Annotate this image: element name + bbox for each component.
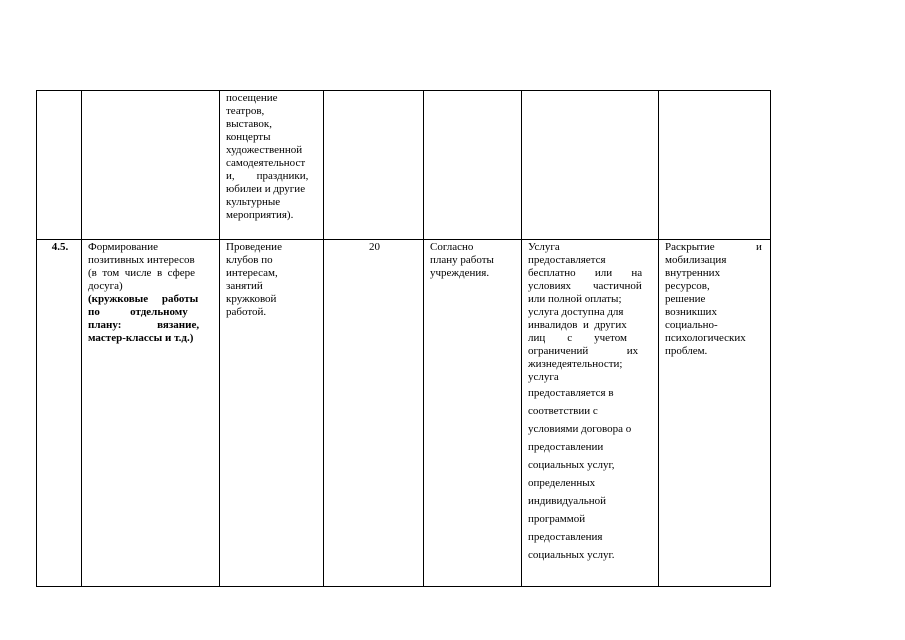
text-line: мероприятия). xyxy=(226,209,294,221)
cell-number: 4.5. xyxy=(37,240,82,587)
cell-conditions xyxy=(522,91,659,240)
text-line: жизнедеятельности; xyxy=(528,358,623,370)
content-lines xyxy=(226,241,319,319)
text-line: мастер-классы и т.д.) xyxy=(88,332,194,344)
cell-service-content xyxy=(220,240,324,587)
text-line: социальных услуг, xyxy=(528,459,615,471)
text-line: интересам, xyxy=(226,267,278,279)
text-line: юбилеи и другие xyxy=(226,183,306,195)
text-line: учреждения. xyxy=(430,267,490,279)
table-row xyxy=(37,240,771,587)
service-name-bold-lines xyxy=(88,293,215,345)
service-name-lines xyxy=(88,241,215,293)
text-line: предоставления xyxy=(528,531,603,543)
text-line: предоставлении xyxy=(528,441,604,453)
text-line: индивидуальной xyxy=(528,495,607,507)
text-line: Согласно xyxy=(430,241,474,253)
text-line: мобилизация xyxy=(665,254,727,266)
text-line: соответствии с xyxy=(528,405,598,417)
text-line: услуга xyxy=(528,371,559,383)
cell-result xyxy=(659,240,771,587)
text-line: плану: вязание, xyxy=(88,319,200,331)
cell-service-name xyxy=(82,240,220,587)
text-line: решение xyxy=(665,293,706,305)
text-line: Раскрытие и xyxy=(665,241,762,253)
cell-volume xyxy=(324,91,424,240)
text-line: посещение xyxy=(226,92,278,104)
text-line: услуга доступна для xyxy=(528,306,624,318)
text-line: театров, xyxy=(226,105,265,117)
cell-periodicity xyxy=(424,91,522,240)
text-line: Формирование xyxy=(88,241,158,253)
text-line: художественной xyxy=(226,144,303,156)
text-line: программой xyxy=(528,513,586,525)
text-line: плану работы xyxy=(430,254,494,266)
cell-service-name xyxy=(82,91,220,240)
cell-volume: 20 xyxy=(324,240,424,587)
cell-number xyxy=(37,91,82,240)
text-line: социально- xyxy=(665,319,718,331)
text-line: (в том числе в сфере xyxy=(88,267,196,279)
text-line: Проведение xyxy=(226,241,282,253)
conditions-lines-wide xyxy=(528,384,654,564)
text-line: (кружковые работы xyxy=(88,293,199,305)
cell-conditions xyxy=(522,240,659,587)
text-line: возникших xyxy=(665,306,717,318)
text-line: или полной оплаты; xyxy=(528,293,622,305)
text-line: позитивных интересов xyxy=(88,254,195,266)
text-line: ограничений их xyxy=(528,345,639,357)
cell-periodicity xyxy=(424,240,522,587)
text-line: и, праздники, xyxy=(226,170,309,182)
cell-result xyxy=(659,91,771,240)
text-line: самодеятельност xyxy=(226,157,306,169)
text-line: работой. xyxy=(226,306,267,318)
text-line: кружковой xyxy=(226,293,277,305)
text-line: ресурсов, xyxy=(665,280,710,292)
text-line: внутренних xyxy=(665,267,721,279)
text-line: занятий xyxy=(226,280,263,292)
text-line: условиях частичной xyxy=(528,280,642,292)
conditions-lines-tight xyxy=(528,241,654,384)
periodicity-lines xyxy=(430,241,517,280)
text-line: по отдельному xyxy=(88,306,188,318)
text-line: проблем. xyxy=(665,345,708,357)
table-row xyxy=(37,91,771,240)
text-line: выставок, xyxy=(226,118,273,130)
text-line: культурные xyxy=(226,196,281,208)
text-line: бесплатно или на xyxy=(528,267,643,279)
text-line: концерты xyxy=(226,131,271,143)
text-line: Услуга xyxy=(528,241,560,253)
text-line: клубов по xyxy=(226,254,273,266)
result-lines xyxy=(665,241,766,358)
text-line: лиц с учетом xyxy=(528,332,627,344)
content-lines xyxy=(226,92,319,222)
text-line: социальных услуг. xyxy=(528,549,615,561)
text-line: досуга) xyxy=(88,280,123,292)
text-line: определенных xyxy=(528,477,596,489)
text-line: предоставляется xyxy=(528,254,606,266)
text-line: инвалидов и других xyxy=(528,319,627,331)
services-table xyxy=(36,90,771,587)
cell-service-content xyxy=(220,91,324,240)
text-line: условиями договора о xyxy=(528,423,632,435)
text-line: предоставляется в xyxy=(528,387,614,399)
text-line: психологических xyxy=(665,332,746,344)
